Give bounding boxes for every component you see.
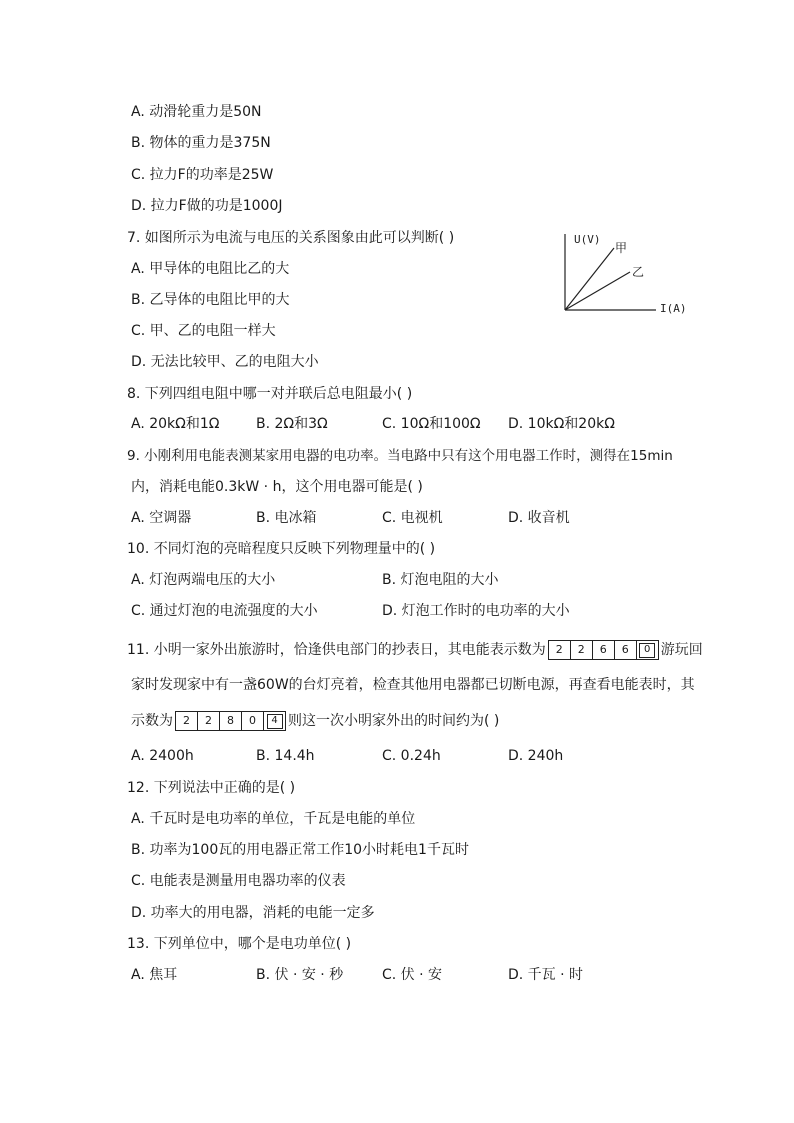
meter-digit: 8 [220,712,242,730]
meter-digit: 6 [615,641,637,659]
q11-stem-part1: 11. 小明一家外出旅游时，恰逢供电部门的抄表日，其电能表示数为 [127,642,546,658]
q11-stem-line1 [127,640,703,660]
q12-option-a: A. 千瓦时是电功率的单位，千瓦是电能的单位 [131,811,416,827]
graph-line-yi [565,272,630,310]
q7-option-a: A. 甲导体的电阻比乙的大 [131,261,290,277]
q11-option-a: A. 2400h [131,748,194,764]
q7-stem: 7. 如图所示为电流与电压的关系图象由此可以判断( ) [127,230,455,246]
q7-option-d: D. 无法比较甲、乙的电阻大小 [131,354,319,370]
q9-option-a: A. 空调器 [131,510,192,526]
q12-option-b: B. 功率为100瓦的用电器正常工作10小时耗电1千瓦时 [131,842,469,858]
q6-option-b: B. 物体的重力是375N [131,135,271,151]
graph-x-label: I(A) [660,302,687,315]
q8-option-a: A. 20kΩ和1Ω [131,416,220,432]
q11-stem-line3 [131,711,499,731]
q8-option-d: D. 10kΩ和20kΩ [508,416,615,432]
q11-option-b: B. 14.4h [256,748,315,764]
q8-stem: 8. 下列四组电阻中哪一对并联后总电阻最小( ) [127,386,413,402]
q10-option-b: B. 灯泡电阻的大小 [382,572,499,588]
meter-digit-boxed: 0 [639,643,655,658]
graph-label-yi: 乙 [632,265,645,279]
meter-digit: 2 [198,712,220,730]
q12-option-c: C. 电能表是测量用电器功率的仪表 [131,873,346,889]
graph-label-jia: 甲 [615,241,628,255]
q13-option-a: A. 焦耳 [131,967,178,983]
meter-decimal-digit [264,712,285,730]
q10-option-d: D. 灯泡工作时的电功率的大小 [382,603,570,619]
q9-stem-line1: 9. 小刚利用电能表测某家用电器的电功率。当电路中只有这个用电器工作时，测得在15min [127,448,673,464]
q13-stem: 13. 下列单位中，哪个是电功单位( ) [127,936,352,952]
q13-option-b: B. 伏 · 安 · 秒 [256,967,344,983]
q13-option-c: C. 伏 · 安 [382,967,443,983]
meter-digit-boxed: 4 [267,714,283,729]
meter-reading-before [548,640,659,660]
q8-option-b: B. 2Ω和3Ω [256,416,328,432]
q11-stem-line2: 家时发现家中有一盏60W的台灯亮着，检查其他用电器都已切断电源，再查看电能表时，其 [131,677,695,693]
meter-digit: 6 [593,641,615,659]
meter-digit: 0 [242,712,264,730]
meter-digit: 2 [571,641,593,659]
q11-option-d: D. 240h [508,748,564,764]
q12-stem: 12. 下列说法中正确的是( ) [127,780,296,796]
q9-option-b: B. 电冰箱 [256,510,317,526]
q6-option-c: C. 拉力F的功率是25W [131,167,274,183]
q9-option-c: C. 电视机 [382,510,443,526]
q11-stem-part4: 则这一次小明家外出的时间约为( ) [288,713,500,729]
q9-stem-line2: 内，消耗电能0.3kW · h，这个用电器可能是( ) [131,479,423,495]
q6-option-d: D. 拉力F做的功是1000J [131,198,283,214]
q12-option-d: D. 功率大的用电器，消耗的电能一定多 [131,905,375,921]
q10-option-c: C. 通过灯泡的电流强度的大小 [131,603,318,619]
q11-stem-part3: 示数为 [131,713,173,729]
q10-option-a: A. 灯泡两端电压的大小 [131,572,276,588]
q6-option-a: A. 动滑轮重力是50N [131,104,262,120]
q8-option-c: C. 10Ω和100Ω [382,416,481,432]
q7-option-b: B. 乙导体的电阻比甲的大 [131,292,290,308]
meter-digit: 2 [549,641,571,659]
q9-option-d: D. 收音机 [508,510,570,526]
q10-stem: 10. 不同灯泡的亮暗程度只反映下列物理量中的( ) [127,541,436,557]
u-i-graph [556,226,696,316]
meter-decimal-digit [637,641,658,659]
q11-option-c: C. 0.24h [382,748,441,764]
graph-y-label: U(V) [574,233,601,246]
graph-line-jia [565,248,614,310]
q13-option-d: D. 千瓦 · 时 [508,967,584,983]
q11-stem-part2: 游玩回 [660,642,703,658]
q7-option-c: C. 甲、乙的电阻一样大 [131,323,276,339]
meter-digit: 2 [176,712,198,730]
meter-reading-after [175,711,286,731]
